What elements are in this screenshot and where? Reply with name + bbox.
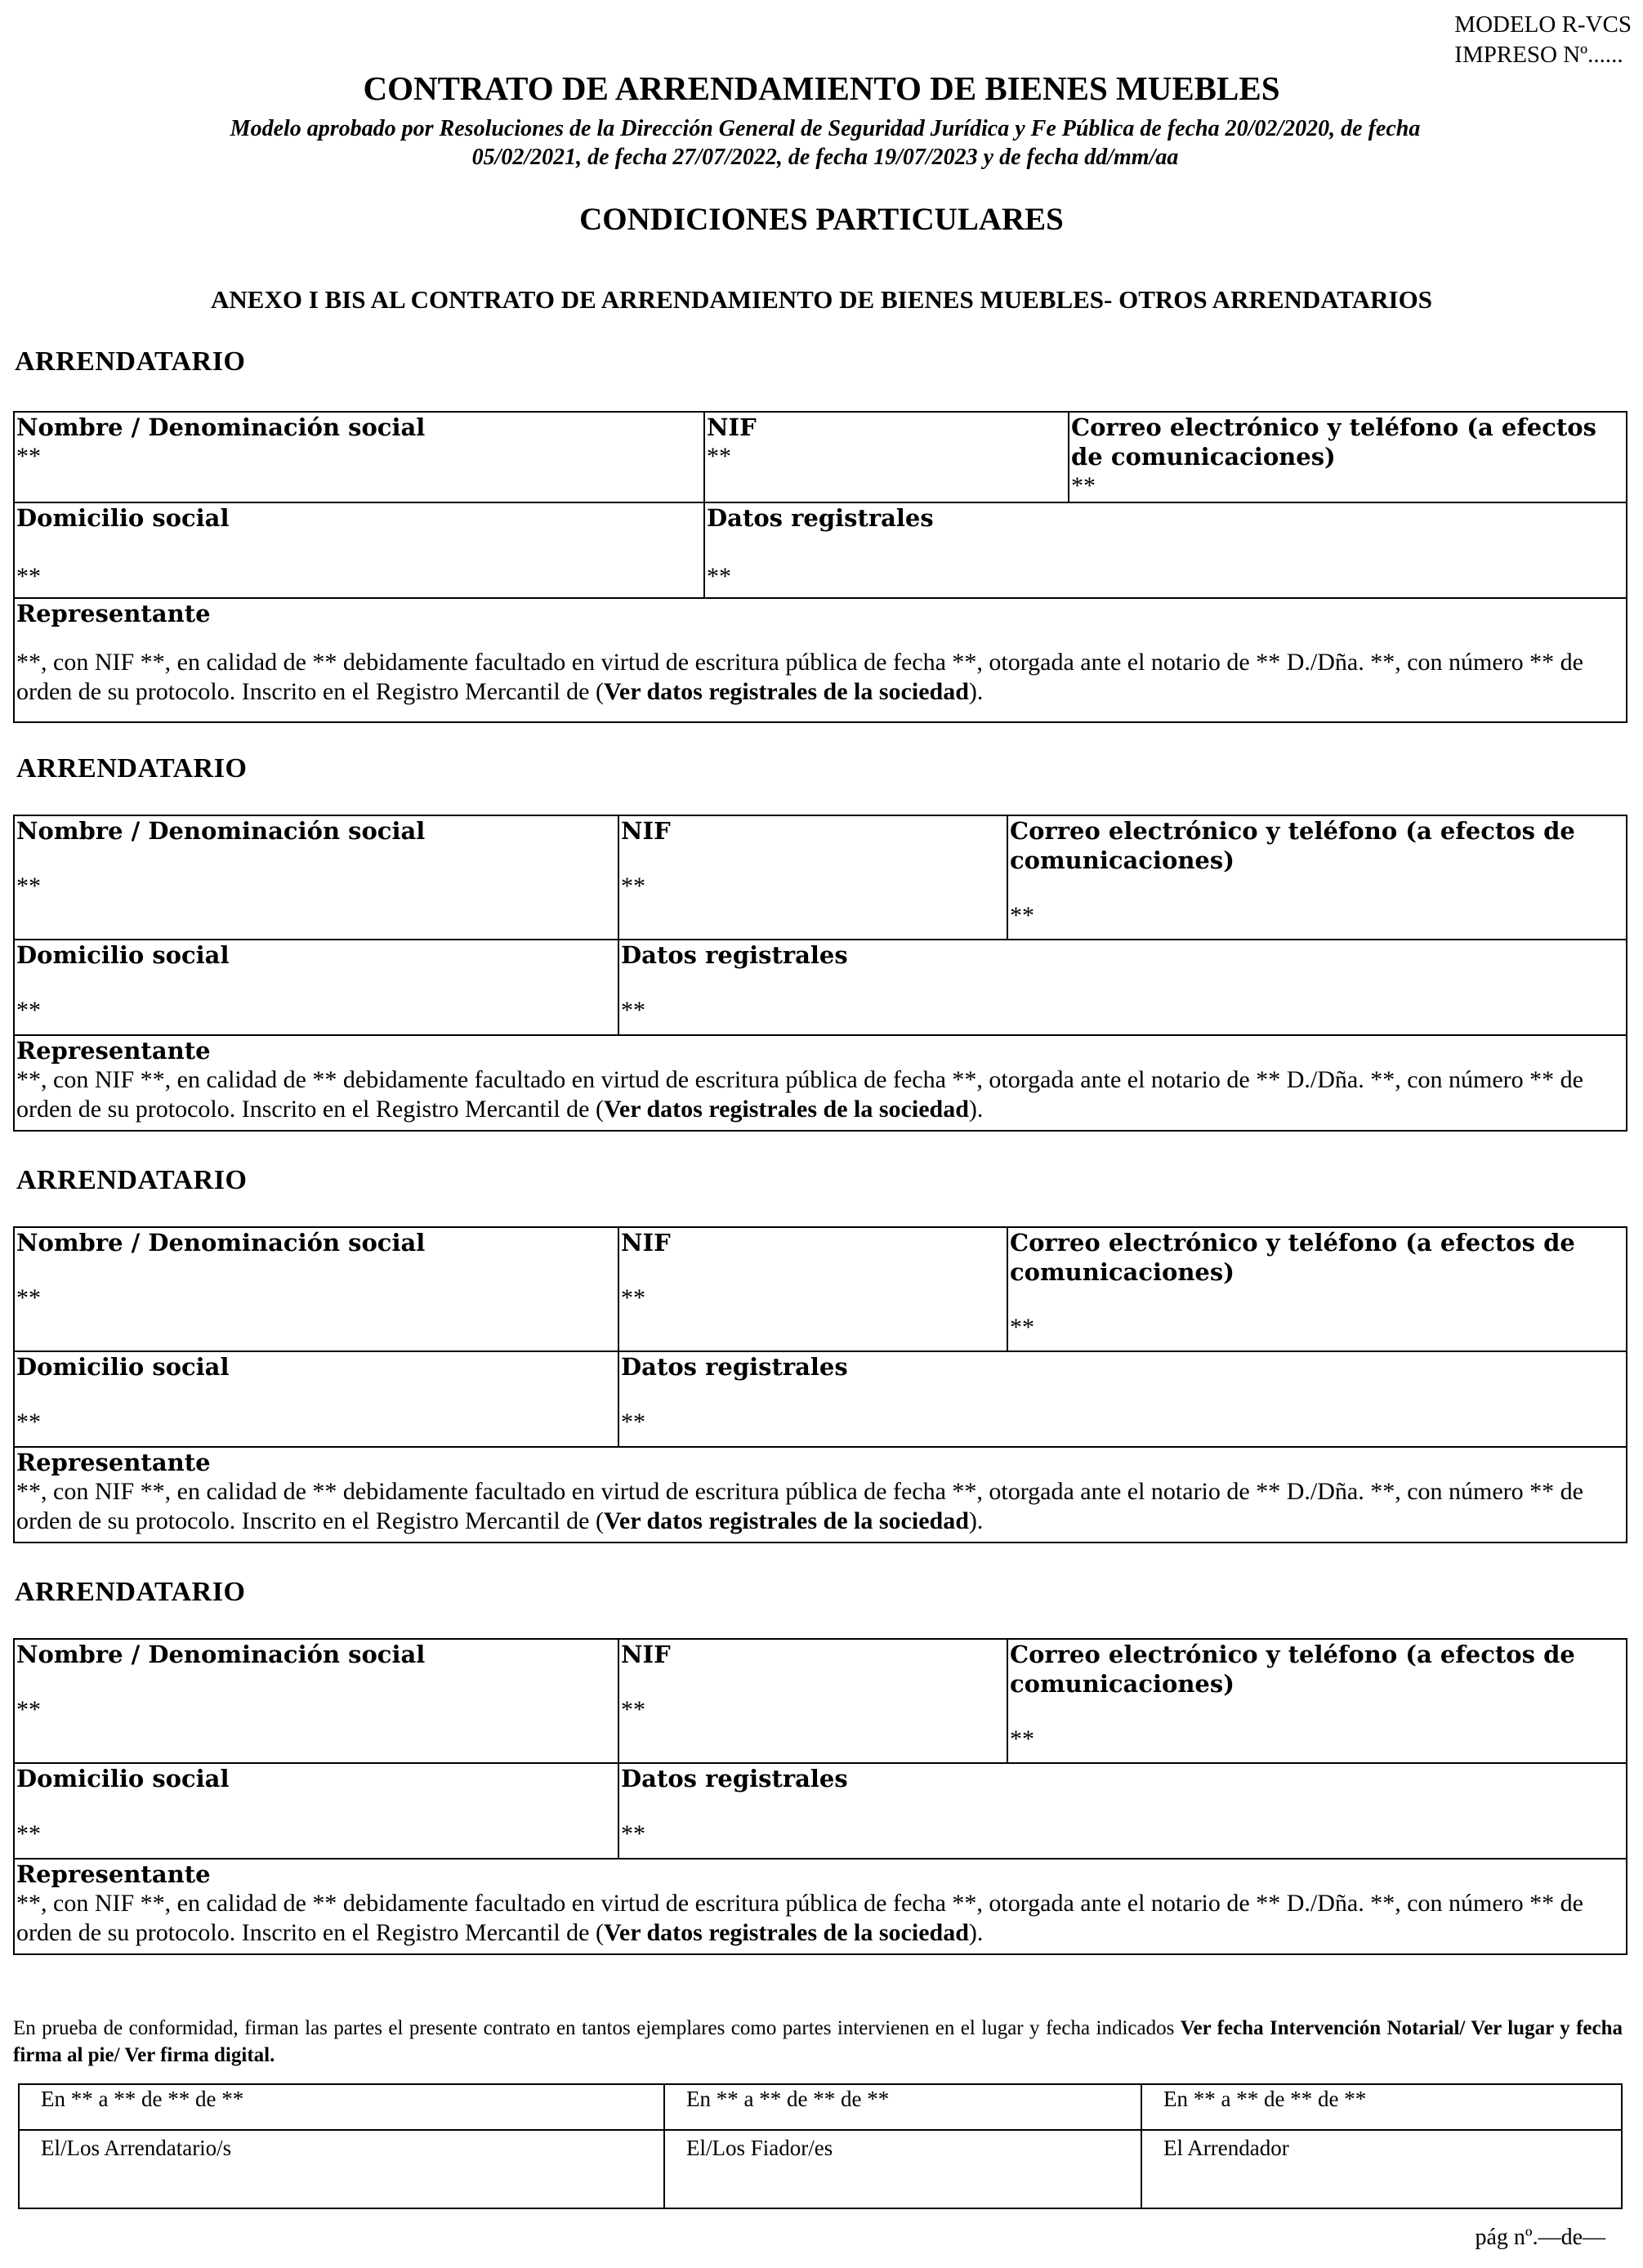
party-table: [13, 411, 1627, 723]
name-cell: [14, 815, 618, 940]
nif-value[interactable]: **: [707, 443, 731, 470]
registry-cell: [618, 1351, 1627, 1447]
signature-table: [18, 2083, 1623, 2209]
annex-heading: ANEXO I BIS AL CONTRATO DE ARRENDAMIENTO DE BIENES MUEBLES- OTROS ARRENDATARIOS: [211, 285, 1432, 314]
party-label: ARRENDATARIO: [16, 753, 248, 784]
subtitle-line-2: 05/02/2021, de fecha 27/07/2022, de fecha 19/07/2023 y de fecha dd/mm/aa: [471, 145, 1179, 170]
name-cell: [14, 1639, 618, 1763]
signature-lessor[interactable]: El Arrendador: [1141, 2130, 1622, 2208]
signature-lessee[interactable]: El/Los Arrendatario/s: [19, 2130, 664, 2208]
representative-text[interactable]: **, con NIF **, en calidad de ** debidamente facultado en virtud de escritura pública de fecha **, otorgada ante el notario de ** D./Dña. **, con número ** de orden de su protocolo. Inscrito en el Registro Mercantil de (Ver datos registrales de la sociedad).: [16, 649, 1583, 705]
contact-value[interactable]: **: [1071, 472, 1096, 499]
contact-cell: [1007, 1639, 1627, 1763]
registry-value[interactable]: **: [621, 997, 645, 1024]
document-title: CONTRATO DE ARRENDAMIENTO DE BIENES MUEBLES: [363, 69, 1280, 107]
representative-cell: [14, 598, 1627, 722]
address-cell: [14, 502, 704, 598]
nif-value[interactable]: **: [621, 1284, 645, 1311]
page-number: pág nº.—de—: [1475, 2225, 1605, 2250]
nif-label: NIF: [621, 1641, 671, 1668]
address-label: Domicilio social: [16, 941, 230, 969]
party-table: [13, 1638, 1627, 1955]
registry-value[interactable]: **: [621, 1820, 645, 1847]
party-label: ARRENDATARIO: [15, 1577, 246, 1607]
name-cell: [14, 412, 704, 502]
nif-cell: [618, 815, 1007, 940]
nif-label: NIF: [707, 413, 757, 441]
nif-cell: [618, 1227, 1007, 1351]
registry-cell: [704, 502, 1627, 598]
representative-label: Representante: [16, 1449, 211, 1476]
name-value[interactable]: **: [16, 443, 41, 470]
address-cell: [14, 1763, 618, 1859]
address-cell: [14, 940, 618, 1035]
model-name: MODELO R-VCS: [1454, 11, 1632, 38]
registry-label: Datos registrales: [621, 1765, 848, 1793]
registry-cell: [618, 940, 1627, 1035]
contact-value[interactable]: **: [1010, 902, 1034, 929]
conformity-statement: En prueba de conformidad, firman las partes el presente contrato en tantos ejemplares como partes intervienen en el lugar y fecha indicados Ver fecha Intervención Notarial/ Ver lugar y fecha firma al pie/ Ver firma digital.: [13, 2017, 1623, 2066]
party-label: ARRENDATARIO: [16, 1165, 248, 1195]
document-subtitle: [131, 114, 1520, 172]
nif-label: NIF: [621, 1229, 671, 1257]
representative-text[interactable]: **, con NIF **, en calidad de ** debidamente facultado en virtud de escritura pública de fecha **, otorgada ante el notario de ** D./Dña. **, con número ** de orden de su protocolo. Inscrito en el Registro Mercantil de (Ver datos registrales de la sociedad).: [16, 1890, 1583, 1946]
signature-place-date[interactable]: En ** a ** de ** de **: [1141, 2084, 1622, 2130]
address-value[interactable]: **: [16, 563, 41, 590]
party-table: [13, 1226, 1627, 1543]
address-label: Domicilio social: [16, 504, 230, 532]
representative-text[interactable]: **, con NIF **, en calidad de ** debidamente facultado en virtud de escritura pública de fecha **, otorgada ante el notario de ** D./Dña. **, con número ** de orden de su protocolo. Inscrito en el Registro Mercantil de (Ver datos registrales de la sociedad).: [16, 1478, 1583, 1534]
subtitle-line-1: Modelo aprobado por Resoluciones de la Dirección General de Seguridad Jurídica y Fe Pública de fecha 20/02/2020, de fecha: [230, 116, 1421, 141]
name-value[interactable]: **: [16, 1696, 41, 1723]
representative-cell: [14, 1035, 1627, 1131]
nif-cell: [618, 1639, 1007, 1763]
name-value[interactable]: **: [16, 1284, 41, 1311]
registry-cell: [618, 1763, 1627, 1859]
representative-cell: [14, 1859, 1627, 1954]
name-label: Nombre / Denominación social: [16, 817, 426, 845]
contact-cell: [1069, 412, 1627, 502]
party-label: ARRENDATARIO: [15, 346, 246, 377]
representative-cell: [14, 1447, 1627, 1543]
nif-value[interactable]: **: [621, 1696, 645, 1723]
registry-label: Datos registrales: [621, 1353, 848, 1381]
contact-cell: [1007, 1227, 1627, 1351]
representative-label: Representante: [16, 600, 211, 627]
nif-cell: [704, 412, 1069, 502]
name-value[interactable]: **: [16, 873, 41, 900]
name-label: Nombre / Denominación social: [16, 1229, 426, 1257]
contact-label: Correo electrónico y teléfono (a efectos de comunicaciones): [1071, 413, 1596, 471]
contact-label: Correo electrónico y teléfono (a efectos de comunicaciones): [1010, 1641, 1575, 1698]
name-label: Nombre / Denominación social: [16, 413, 426, 441]
address-value[interactable]: **: [16, 1820, 41, 1847]
representative-label: Representante: [16, 1860, 211, 1888]
contact-value[interactable]: **: [1010, 1726, 1034, 1752]
registry-label: Datos registrales: [621, 941, 848, 969]
model-code: [1454, 10, 1632, 70]
print-number: IMPRESO Nº......: [1454, 42, 1623, 68]
contact-label: Correo electrónico y teléfono (a efectos de comunicaciones): [1010, 1229, 1575, 1286]
registry-label: Datos registrales: [707, 504, 934, 532]
address-value[interactable]: **: [16, 997, 41, 1024]
representative-text[interactable]: **, con NIF **, en calidad de ** debidamente facultado en virtud de escritura pública de fecha **, otorgada ante el notario de ** D./Dña. **, con número ** de orden de su protocolo. Inscrito en el Registro Mercantil de (Ver datos registrales de la sociedad).: [16, 1066, 1583, 1123]
contact-value[interactable]: **: [1010, 1314, 1034, 1341]
name-label: Nombre / Denominación social: [16, 1641, 426, 1668]
representative-label: Representante: [16, 1037, 211, 1065]
registry-value[interactable]: **: [707, 563, 731, 590]
address-value[interactable]: **: [16, 1409, 41, 1435]
nif-label: NIF: [621, 817, 671, 845]
nif-value[interactable]: **: [621, 873, 645, 900]
signature-place-date[interactable]: En ** a ** de ** de **: [19, 2084, 664, 2130]
contact-cell: [1007, 815, 1627, 940]
signature-guarantor[interactable]: El/Los Fiador/es: [664, 2130, 1141, 2208]
address-label: Domicilio social: [16, 1353, 230, 1381]
address-label: Domicilio social: [16, 1765, 230, 1793]
party-table: [13, 815, 1627, 1132]
registry-value[interactable]: **: [621, 1409, 645, 1435]
contact-label: Correo electrónico y teléfono (a efectos de comunicaciones): [1010, 817, 1575, 874]
conditions-heading: CONDICIONES PARTICULARES: [579, 202, 1064, 237]
address-cell: [14, 1351, 618, 1447]
name-cell: [14, 1227, 618, 1351]
signature-place-date[interactable]: En ** a ** de ** de **: [664, 2084, 1141, 2130]
